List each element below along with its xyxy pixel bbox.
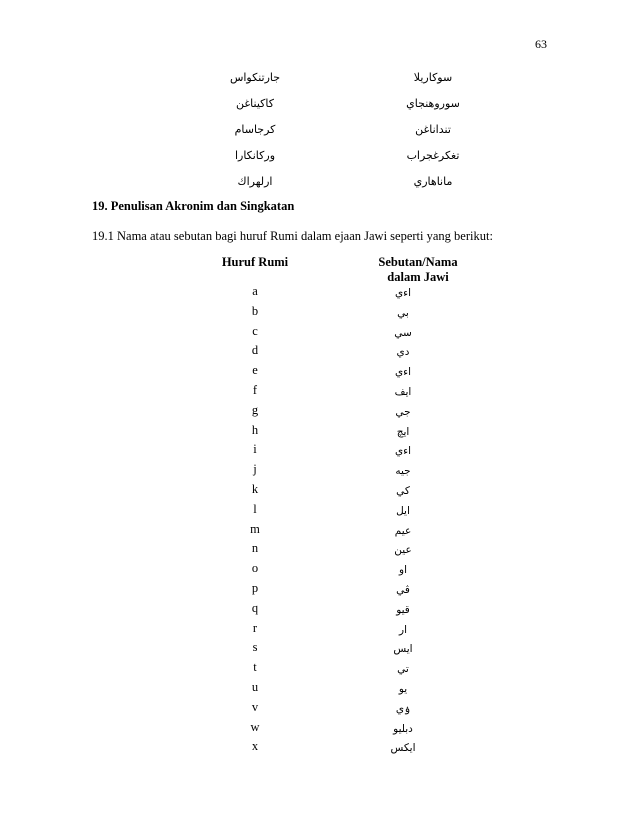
jawi-word-row [0,119,638,145]
table-row [0,282,638,302]
jawi-name: كي [396,484,410,497]
jawi-word-left: كرجاسام [234,123,276,136]
rumi-letter: s [252,640,258,655]
table-row [0,619,638,639]
section-heading: 19. Penulisan Akronim dan Singkatan [92,199,295,213]
table-row [0,718,638,738]
rumi-letter: f [252,382,258,397]
rumi-letter: g [251,402,259,417]
jawi-word-left: وركانكارا [234,149,276,162]
rumi-letter: k [251,481,259,496]
table-row [0,559,638,579]
table-row [0,361,638,381]
jawi-name: ايس [393,643,413,656]
jawi-word-right: تنداناغن [415,123,451,136]
rumi-letter: h [251,422,259,437]
table-header-jawi-line1: Sebutan/Nama [378,255,458,269]
jawi-name: اءي [394,366,412,379]
jawi-name: عيم [394,524,412,537]
jawi-word-row [0,145,638,171]
jawi-name: ڤي [396,583,410,596]
jawi-name: ايكس [390,742,416,755]
jawi-name: سي [394,326,412,339]
jawi-name: ۏي [395,702,411,715]
table-row [0,678,638,698]
table-header-jawi-line2: dalam Jawi [387,270,449,284]
rumi-letter: a [252,284,258,298]
jawi-name: بي [397,306,409,319]
rumi-letter: p [251,580,259,595]
table-row [0,579,638,599]
rumi-letter: o [251,561,259,576]
table-row [0,381,638,401]
jawi-name: ار [399,623,407,636]
table-row [0,440,638,460]
rumi-letter: j [253,462,257,477]
table-row [0,401,638,421]
jawi-name: اءي [394,445,412,458]
rumi-letter: u [251,679,259,694]
section-intro: 19.1 Nama atau sebutan bagi huruf Rumi dalam ejaan Jawi seperti yang berikut: [92,229,493,243]
table-row [0,638,638,658]
jawi-name: اءي [394,287,412,299]
table-row [0,460,638,480]
jawi-word-left: كاكيناغن [236,97,274,110]
jawi-word-left: ارلهراك [237,175,273,188]
page-number: 63 [535,37,547,51]
jawi-name: جي [395,405,411,418]
jawi-word-row [0,171,638,197]
jawi-name: ايل [396,504,410,517]
rumi-letter: e [252,363,258,378]
jawi-name: تي [397,663,409,676]
table-header-rumi: Huruf Rumi [221,255,289,269]
jawi-name: جيه [395,465,411,478]
jawi-name: قيو [396,603,410,616]
jawi-name: عين [394,544,412,557]
table-row [0,341,638,361]
jawi-word-left: جارتنكواس [229,71,281,84]
jawi-name: دي [396,346,410,359]
rumi-letter: n [251,541,259,556]
rumi-letter: q [251,600,259,615]
jawi-word-list [0,67,638,197]
rumi-letter: c [252,323,258,338]
table-row [0,539,638,559]
rumi-letter: l [253,501,257,516]
rumi-letter: m [250,521,260,536]
rumi-letter: v [251,699,259,714]
table-row [0,480,638,500]
jawi-word-row [0,67,638,93]
table-row [0,599,638,619]
letter-table [0,282,638,757]
rumi-letter: w [250,719,260,734]
jawi-word-right: تغكرغجراب [406,149,460,162]
table-row [0,302,638,322]
jawi-name: او [399,564,407,577]
jawi-name: يو [398,682,408,695]
table-row [0,500,638,520]
rumi-letter: d [251,343,259,358]
jawi-name: ايچ [396,425,410,438]
jawi-word-right: سوكاريلا [413,71,453,84]
rumi-letter: i [253,442,257,457]
jawi-word-row [0,93,638,119]
rumi-letter: x [251,739,259,754]
jawi-word-right: ماناهاري [413,175,453,188]
rumi-letter: b [251,303,259,318]
table-row [0,520,638,540]
table-row [0,737,638,757]
table-row [0,322,638,342]
jawi-name: دبليو [393,722,413,735]
table-row [0,421,638,441]
rumi-letter: t [253,660,257,675]
jawi-word-right: سوروهنجاي [406,97,460,110]
table-row [0,658,638,678]
table-row [0,698,638,718]
table-header-jawi [358,255,478,285]
jawi-name: ايف [394,385,412,398]
rumi-letter: r [252,620,258,635]
